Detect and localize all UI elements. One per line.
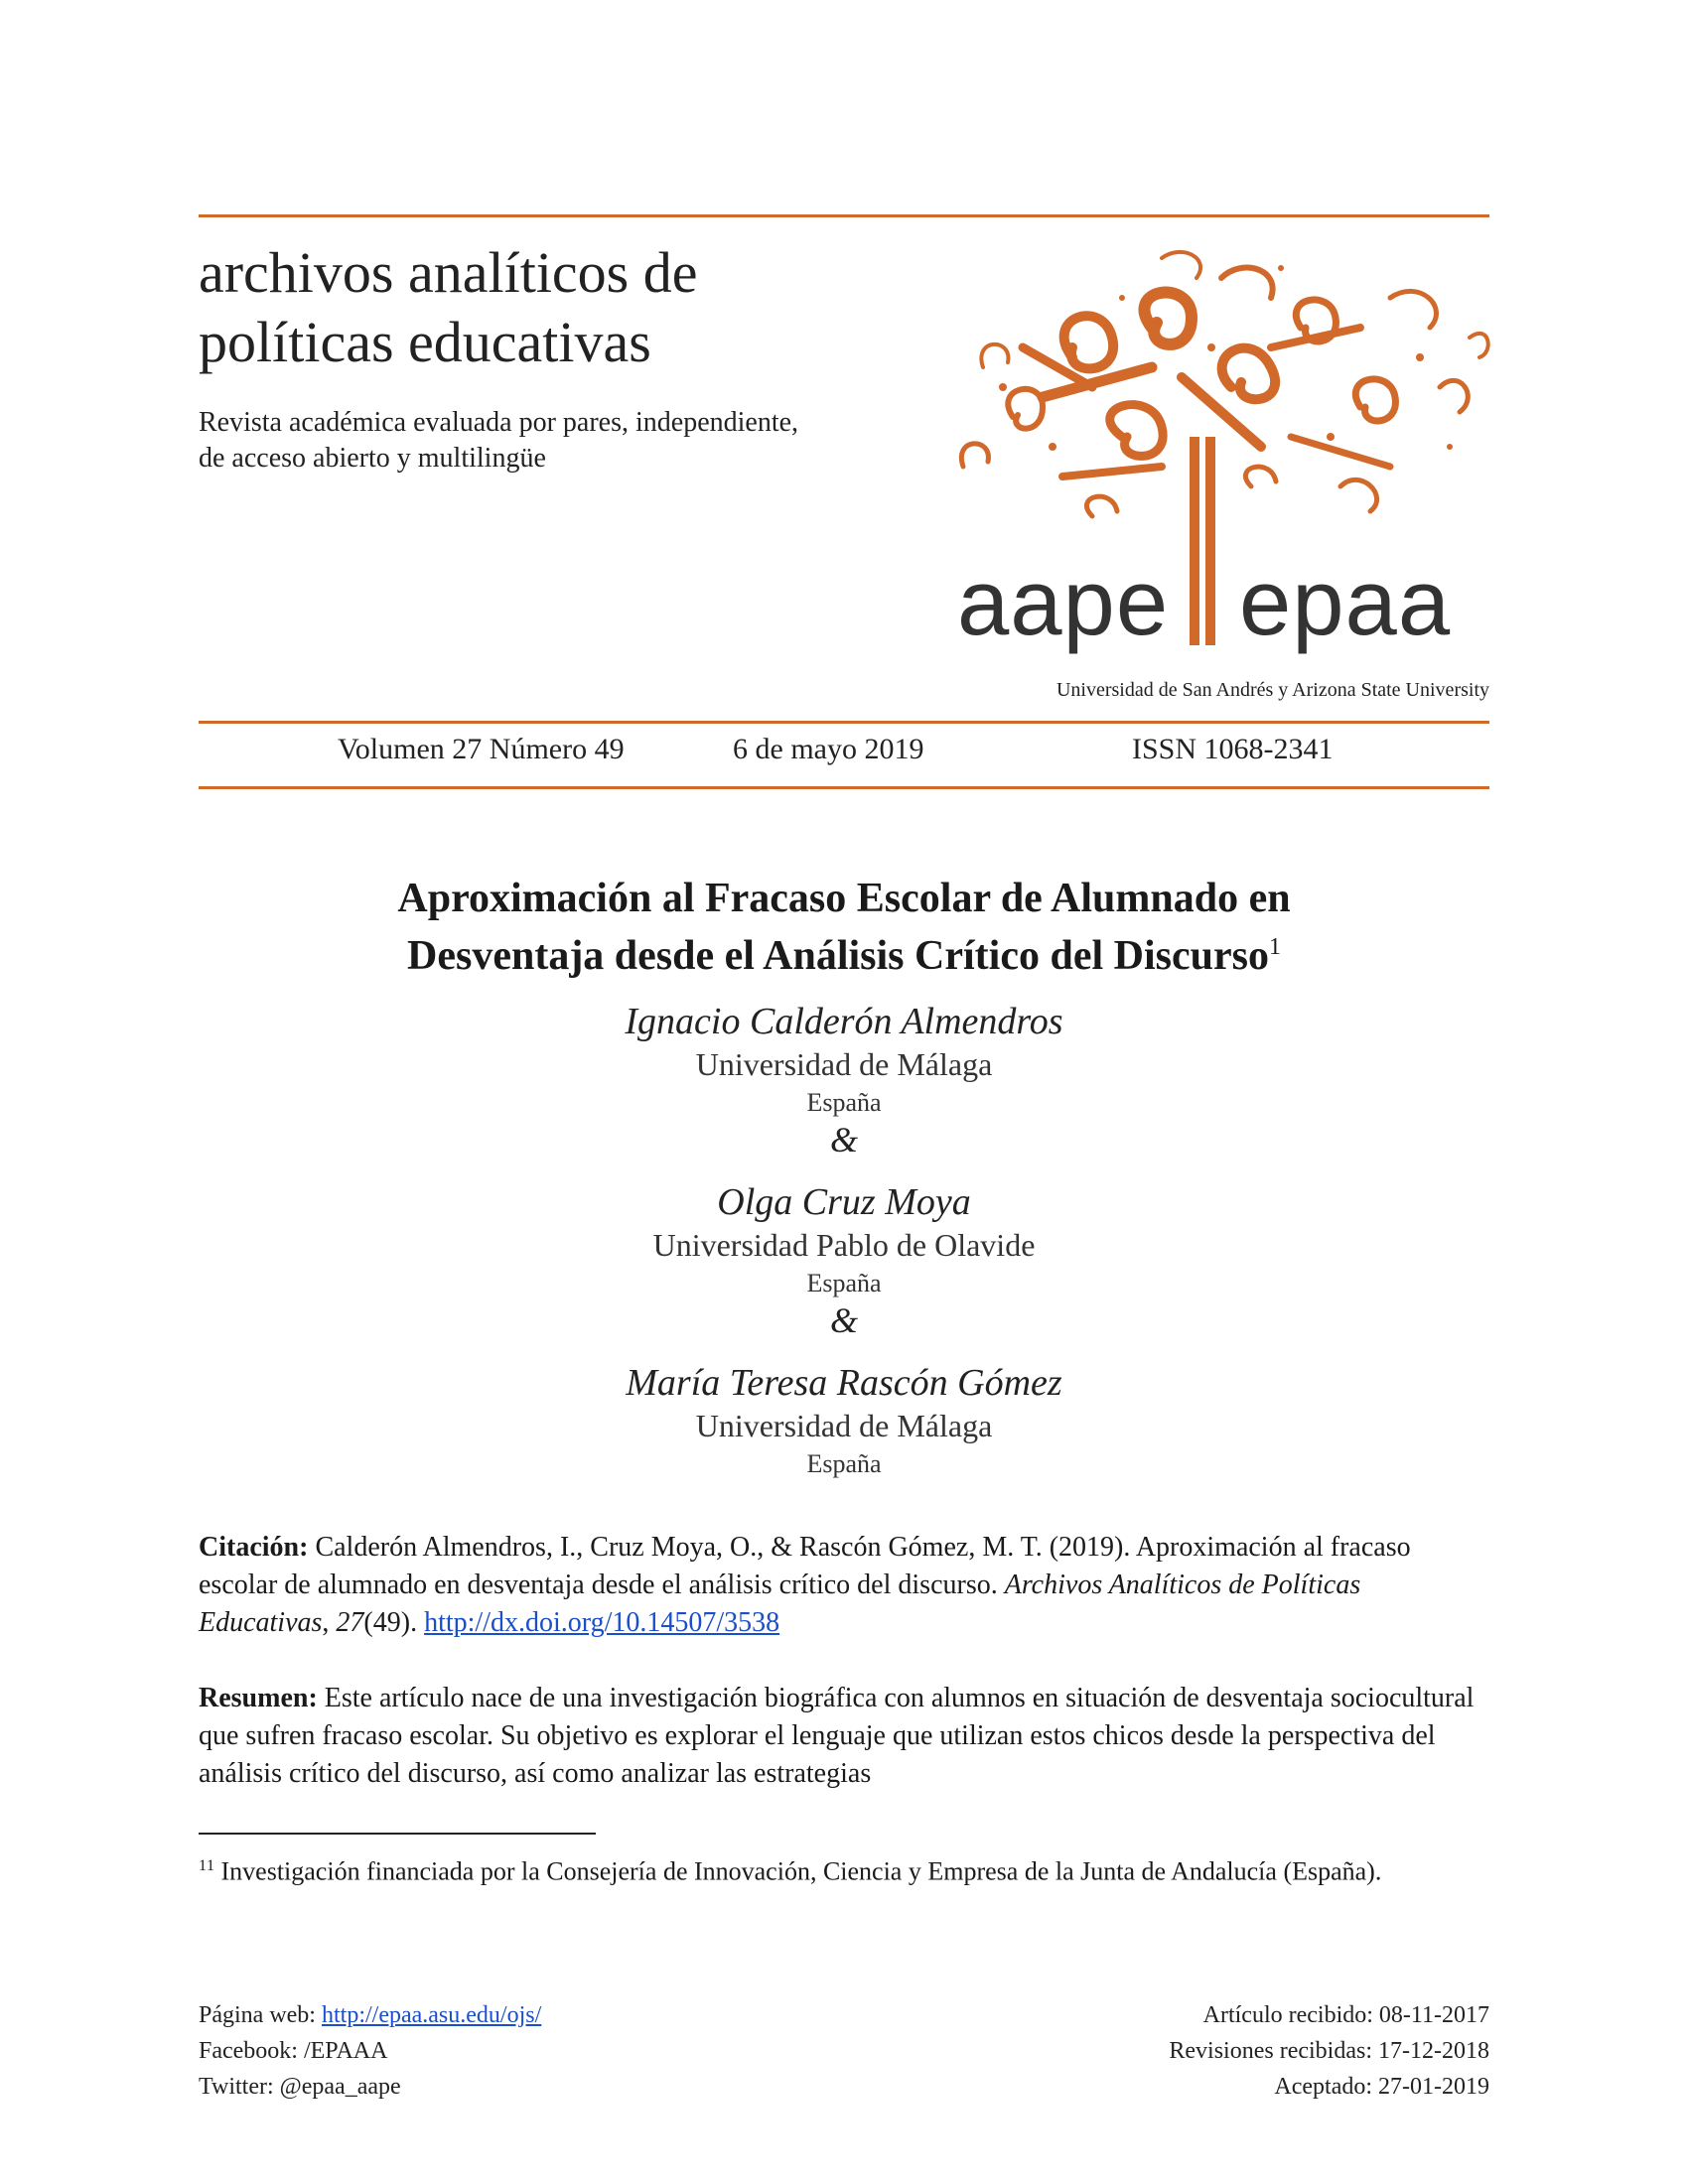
journal-title-line2: políticas educativas <box>199 310 651 374</box>
footer-web-label: Página web: <box>199 2002 322 2028</box>
citation-separator: , <box>322 1607 337 1638</box>
author-country: España <box>806 1088 882 1117</box>
logo-text-epaa: epaa <box>1239 550 1452 654</box>
footnote-inner-mark: 1 <box>207 1857 214 1874</box>
article-title-line1: Aproximación al Fracaso Escolar de Alumnado en <box>397 876 1291 921</box>
issue-volume: Volumen 27 Número 49 <box>338 733 625 765</box>
footer-right <box>1169 1997 1489 2105</box>
journal-subtitle <box>199 405 914 477</box>
journal-subtitle-line1: Revista académica evaluada por pares, independiente, <box>199 407 799 438</box>
issue-bottom-rule <box>199 786 1489 789</box>
universities-line: Universidad de San Andrés y Arizona State University <box>1055 679 1489 701</box>
footnote-mark: 1 <box>199 1857 207 1874</box>
journal-title-line1: archivos analíticos de <box>199 240 698 305</box>
footer-revisions: Revisiones recibidas: 17-12-2018 <box>1169 2038 1489 2064</box>
citation-doi-link[interactable]: http://dx.doi.org/10.14507/3538 <box>424 1607 780 1638</box>
author-affiliation: Universidad Pablo de Olavide <box>652 1227 1036 1263</box>
abstract <box>199 1680 1489 1793</box>
citation-issue: (49). <box>363 1607 425 1638</box>
article-title-line2: Desventaja desde el Análisis Crítico del Discurso <box>407 933 1269 979</box>
citation-text: Calderón Almendros, I., Cruz Moya, O., & Rascón Gómez, M. T. (2019). Aproximación al fracaso escolar de alumnado en desventaja desde el análisis crítico del discurso. <box>199 1532 1411 1600</box>
citation-volume: 27 <box>336 1607 364 1638</box>
issue-date: 6 de mayo 2019 <box>733 733 924 765</box>
footer-left <box>199 1997 541 2105</box>
footnote <box>199 1848 1489 1890</box>
footer-web-link[interactable]: http://epaa.asu.edu/ojs/ <box>321 2002 542 2028</box>
author-affiliation: Universidad de Málaga <box>695 1408 993 1443</box>
logo-text-aape: aape <box>957 550 1170 654</box>
header-top-rule <box>199 214 1489 217</box>
journal-logo <box>923 238 1499 655</box>
author-country: España <box>806 1269 882 1297</box>
author-separator: & <box>829 1300 858 1340</box>
issue-top-rule <box>199 721 1489 724</box>
issue-issn: ISSN 1068-2341 <box>1132 733 1334 765</box>
author-affiliation: Universidad de Málaga <box>695 1046 993 1082</box>
author-3 <box>199 1360 1489 1483</box>
author-2 <box>199 1179 1489 1338</box>
footer-twitter: Twitter: @epaa_aape <box>199 2074 401 2100</box>
author-country: España <box>806 1449 882 1478</box>
article-title <box>199 870 1489 985</box>
abstract-label: Resumen: <box>199 1683 318 1713</box>
citation <box>199 1529 1489 1642</box>
footer-facebook: Facebook: /EPAAA <box>199 2038 388 2064</box>
citation-label: Citación: <box>199 1532 309 1563</box>
footer-accepted: Aceptado: 27-01-2019 <box>1274 2074 1489 2100</box>
abstract-text: Este artículo nace de una investigación biográfica con alumnos en situación de desventaja sociocultural que sufren fracaso escolar. Su objetivo es explorar el lenguaje que utilizan estos chicos desde la perspectiva del análisis crítico del discurso, así como analizar las estrategias <box>199 1683 1475 1789</box>
footer-web <box>199 1997 541 2033</box>
author-name: Ignacio Calderón Almendros <box>625 1001 1063 1042</box>
journal-title <box>199 238 698 377</box>
footnote-text: Investigación financiada por la Consejería de Innovación, Ciencia y Empresa de la Junta de Andalucía (España). <box>220 1856 1382 1886</box>
author-name: María Teresa Rascón Gómez <box>626 1362 1062 1404</box>
author-1 <box>199 999 1489 1158</box>
author-separator: & <box>829 1120 858 1160</box>
footer-received: Artículo recibido: 08-11-2017 <box>1202 2002 1489 2028</box>
author-name: Olga Cruz Moya <box>717 1181 971 1223</box>
journal-subtitle-line2: de acceso abierto y multilingüe <box>199 443 546 474</box>
footnote-rule <box>199 1833 596 1835</box>
title-footnote-mark[interactable]: 1 <box>1268 934 1281 960</box>
citation-journal: Archivos Analíticos de Políticas Educativas <box>199 1570 1361 1638</box>
